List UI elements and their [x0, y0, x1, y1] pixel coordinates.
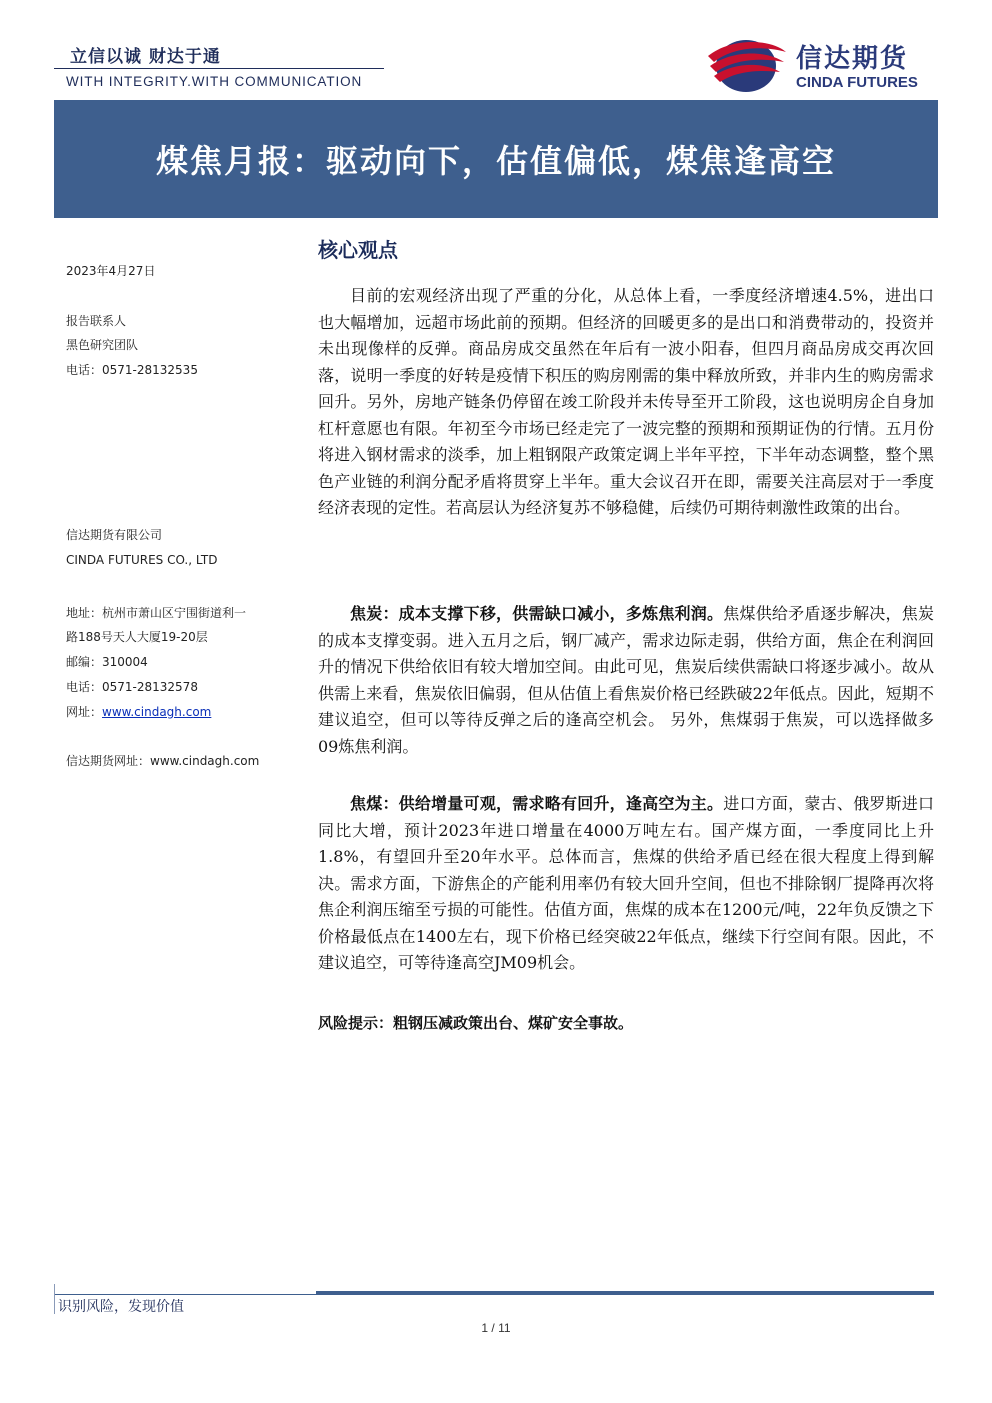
- website-label: 网址：: [66, 705, 103, 719]
- coking-coal-body: 进口方面，蒙古、俄罗斯进口同比大增，预计2023年进口增量在4000万吨左右。国产煤方面，一季度同比上升1.8%，有望回升至20年水平。总体而言，焦煤的供给矛盾已经在很大程度上得到解决。需求方面，下游焦企的产能利用率仍有较大回升空间，但也不排除钢厂提降再次将焦企利润压缩至亏损的可能性。估值方面，焦煤的成本在1200元/吨，22年负反馈之下价格最低点在1400左右，现下价格已经突破22年低点，继续下行空间有限。因此，不建议追空，可等待逢高空JM09机会。: [318, 794, 934, 972]
- report-title: 煤焦月报：驱动向下，估值偏低，煤焦逢高空: [155, 142, 836, 180]
- logo-en: CINDA FUTURES: [796, 74, 918, 91]
- risk-notice: 风险提示：粗钢压减政策出台、煤矿安全事故。: [318, 1014, 634, 1032]
- website-link[interactable]: www.cindagh.com: [102, 705, 212, 719]
- team-name: 黑色研究团队: [66, 338, 139, 352]
- logo-cn: 信达期货: [796, 44, 909, 74]
- address-line-1: 地址：杭州市萧山区宁围街道利一: [66, 606, 247, 620]
- company-logo: [700, 34, 950, 94]
- page-number: 1 / 11: [481, 1321, 511, 1335]
- coke-body: 焦煤供给矛盾逐步解决，焦炭的成本支撑变弱。进入五月之后，钢厂减产，需求边际走弱，供给方面，焦企在利润回升的情况下供给依旧有较大增加空间。由此可见，焦炭后续供需缺口将逐步减小。故从供需上来看，焦炭依旧偏弱，但从估值上看焦炭价格已经跌破22年低点。因此，短期不建议追空，但可以等待反弹之后的逢高空机会。 另外，焦煤弱于焦炭，可以选择做多09炼焦利润。: [318, 604, 934, 756]
- coke-lead: 焦炭：成本支撑下移，供需缺口减小，多炼焦利润。: [350, 604, 724, 623]
- footer-slogan: 识别风险，发现价值: [58, 1299, 184, 1315]
- company-name-cn: 信达期货有限公司: [66, 528, 163, 542]
- report-date: 2023年4月27日: [66, 264, 156, 278]
- slogan-en: WITH INTEGRITY.WITH COMMUNICATION: [66, 74, 363, 89]
- footer-left-tick: [54, 1284, 55, 1314]
- slogan-cn: 立信以诚 财达于通: [70, 47, 221, 67]
- company-phone: 电话：0571-28132578: [66, 680, 198, 694]
- title-banner: [54, 100, 938, 218]
- contact-phone: 电话：0571-28132535: [66, 363, 198, 377]
- slogan-divider: [54, 68, 384, 69]
- cinda-globe-icon: [700, 34, 790, 94]
- contact-label: 报告联系人: [66, 314, 127, 328]
- website-row: [66, 703, 306, 720]
- company-name-en: CINDA FUTURES CO., LTD: [66, 553, 218, 567]
- coking-coal-lead: 焦煤：供给增量可观，需求略有回升，逢高空为主。: [350, 794, 724, 813]
- website-full: 信达期货网址：www.cindagh.com: [66, 754, 260, 768]
- coke-paragraph: [318, 601, 934, 760]
- address-line-2: 路188号天人大厦19-20层: [66, 630, 208, 644]
- postcode: 邮编：310004: [66, 655, 148, 669]
- footer-divider: [54, 1294, 934, 1295]
- macro-paragraph: 目前的宏观经济出现了严重的分化，从总体上看，一季度经济增速4.5%，进出口也大幅增加，远超市场此前的预期。但经济的回暖更多的是出口和消费带动的，投资并未出现像样的反弹。商品房成交虽然在年后有一波小阳春，但四月商品房成交再次回落，说明一季度的好转是疫情下积压的购房刚需的集中释放所致，并非内生的购房需求回升。另外，房地产链条仍停留在竣工阶段并未传导至开工阶段，这也说明房企自身加杠杆意愿也有限。年初至今市场已经走完了一波完整的预期和预期证伪的行情。五月份将进入钢材需求的淡季，加上粗钢限产政策定调上半年平控，下半年动态调整，整个黑色产业链的利润分配矛盾将贯穿上半年。重大会议召开在即，需要关注高层对于一季度经济表现的定性。若高层认为经济复苏不够稳健，后续仍可期待刺激性政策的出台。: [318, 286, 934, 517]
- section-title: 核心观点: [318, 238, 398, 262]
- coking-coal-paragraph: [318, 791, 934, 977]
